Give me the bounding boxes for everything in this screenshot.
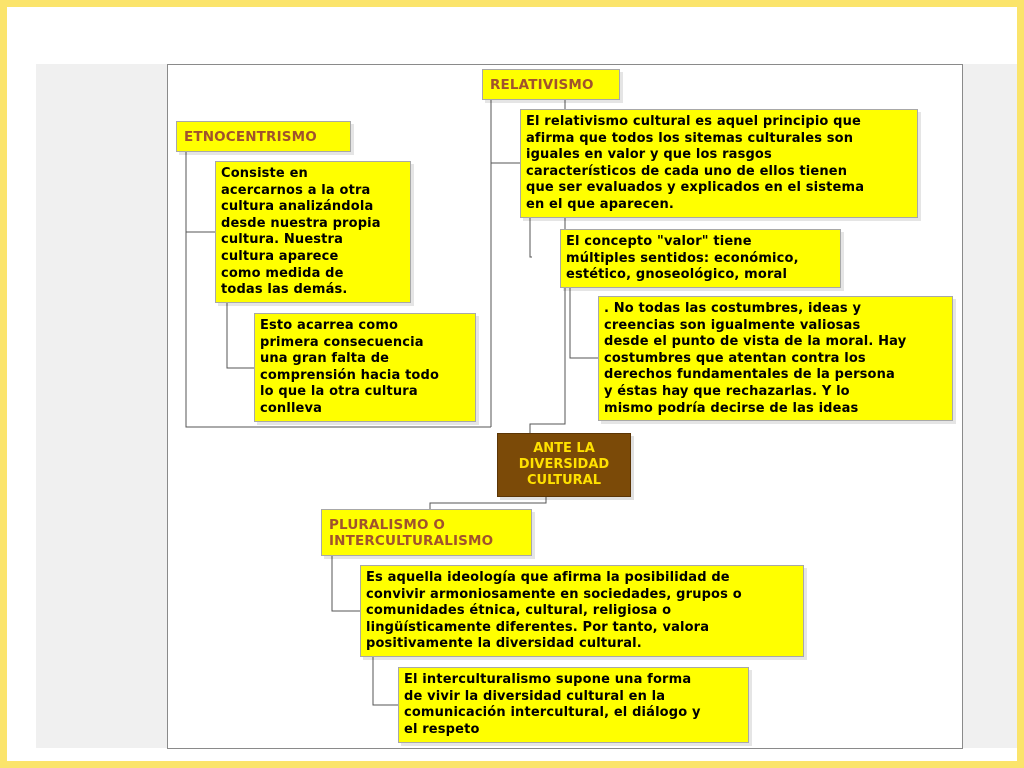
connector-definition-consequence bbox=[227, 303, 255, 368]
connector-pluralismo-definition bbox=[332, 556, 362, 611]
connector-center-pluralismo bbox=[430, 497, 546, 509]
etnocentrismo-definition[interactable]: Consiste en acercarnos a la otra cultura analizándola desde nuestra propia cultura. Nuestra cultura aparece como medida de todas las demás. bbox=[215, 161, 411, 303]
pluralismo-title[interactable]: PLURALISMO O INTERCULTURALISMO bbox=[321, 509, 532, 556]
connector-pluralismo-intercult bbox=[373, 656, 399, 705]
central-node[interactable]: ANTE LA DIVERSIDAD CULTURAL bbox=[497, 433, 631, 497]
interculturalismo-note[interactable]: El interculturalismo supone una forma de vivir la diversidad cultural en la comunicación intercultural, el diálogo y el respeto bbox=[398, 667, 749, 743]
relativismo-valor-note[interactable]: El concepto "valor" tiene múltiples sentidos: económico, estético, gnoseológico, moral bbox=[560, 229, 841, 288]
etnocentrismo-consequence[interactable]: Esto acarrea como primera consecuencia una gran falta de comprensión hacia todo lo que la otra cultura conlleva bbox=[254, 313, 476, 422]
pluralismo-definition[interactable]: Es aquella ideología que afirma la posibilidad de convivir armoniosamente en sociedades, grupos o comunidades étnica, cultural, religiosa o lingüísticamente diferentes. Por tanto, valora positivamente la diversidad cultural. bbox=[360, 565, 804, 657]
connector-valor-costumbres bbox=[570, 288, 598, 358]
relativismo-costumbres-note[interactable]: . No todas las costumbres, ideas y creencias son igualmente valiosas desde el punto de vista de la moral. Hay costumbres que atentan contra los derechos fundamentales de la persona y éstas hay que rechazarlas. Y lo mismo podría decirse de las ideas bbox=[598, 296, 953, 421]
connector-definition-valor bbox=[530, 218, 532, 257]
relativismo-title[interactable]: RELATIVISMO bbox=[482, 69, 620, 100]
relativismo-definition[interactable]: El relativismo cultural es aquel principio que afirma que todos los sitemas culturales son iguales en valor y que los rasgos característicos de cada uno de ellos tienen que ser evaluados y explicados en el sistema en el que aparecen. bbox=[520, 109, 918, 218]
etnocentrismo-title[interactable]: ETNOCENTRISMO bbox=[176, 121, 351, 152]
